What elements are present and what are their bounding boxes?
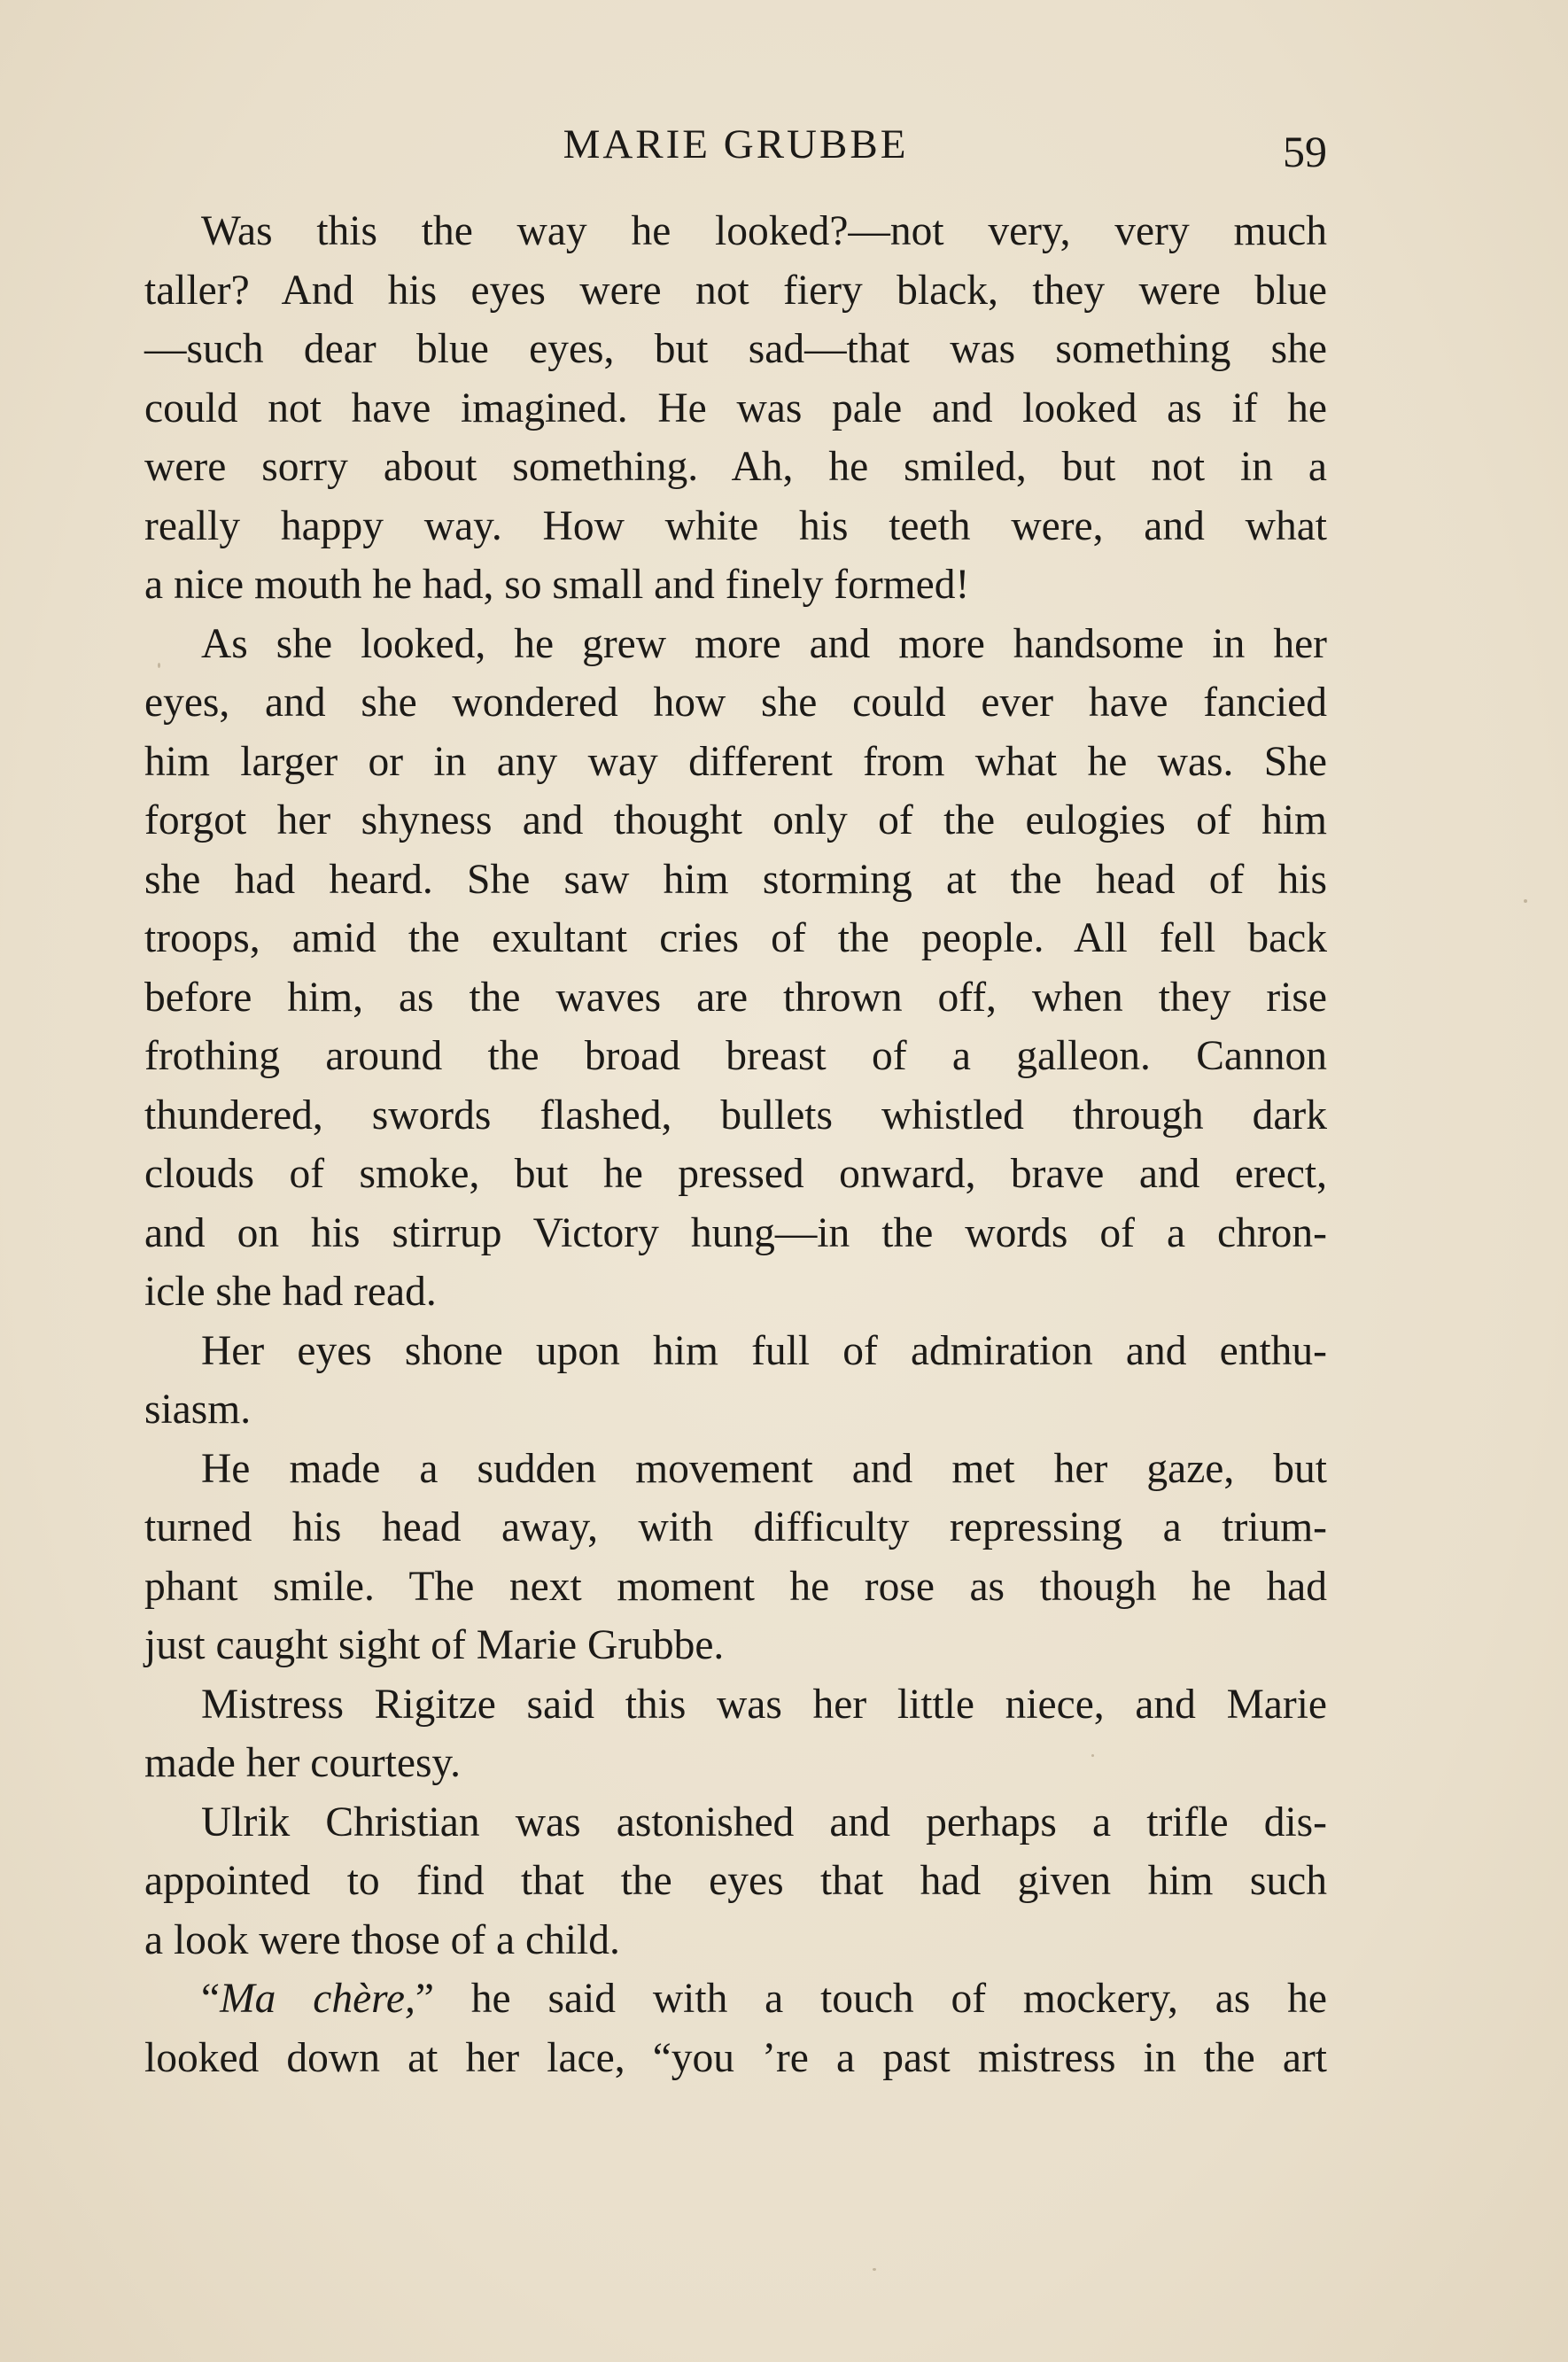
text-line: frothing around the broad breast of a galleon. Cannon: [144, 1033, 1327, 1079]
text-line: him larger or in any way different from what he was. She: [144, 738, 1327, 785]
text-line: a nice mouth he had, so small and finely formed!: [144, 562, 970, 608]
text-line: —such dear blue eyes, but sad—that was something she: [144, 326, 1327, 372]
text-line: taller? And his eyes were not fiery black, they were blue: [144, 267, 1327, 314]
text-line: really happy way. How white his teeth were, and what: [144, 502, 1327, 549]
text-line: eyes, and she wondered how she could ever have fancied: [144, 680, 1327, 726]
text-line: turned his head away, with difficulty repressing a trium-: [144, 1504, 1327, 1550]
text-line: icle she had read.: [144, 1269, 437, 1315]
text-line: before him, as the waves are thrown off, when they rise: [144, 974, 1327, 1021]
text-line: and on his stirrup Victory hung—in the words of a chron-: [144, 1209, 1327, 1256]
text-line: Her eyes shone upon him full of admiration and enthu-: [201, 1327, 1327, 1374]
text-line: clouds of smoke, but he pressed onward, brave and erect,: [144, 1151, 1327, 1197]
text-line: a look were those of a child.: [144, 1916, 620, 1963]
page-number: 59: [1283, 127, 1327, 176]
text-line: siasm.: [144, 1387, 252, 1433]
text-line: were sorry about something. Ah, he smiled, but not in a: [144, 444, 1327, 490]
paper-speck: [158, 663, 160, 668]
text-line: Was this the way he looked?—not very, very much: [201, 208, 1327, 254]
text-line: appointed to find that the eyes that had given him such: [144, 1858, 1327, 1904]
text-line: “Ma chère,” he said with a touch of mockery, as he: [201, 1976, 1327, 2022]
text-line: forgot her shyness and thought only of the eulogies of him: [144, 797, 1327, 843]
paper-speck: [873, 2268, 876, 2271]
running-head: [144, 113, 1327, 175]
text-line: could not have imagined. He was pale and looked as if he: [144, 385, 1327, 431]
italic-phrase: Ma chère,: [220, 1976, 415, 2022]
running-title: MARIE GRUBBE: [563, 121, 909, 167]
text-line: Ulrik Christian was astonished and perhaps a trifle dis-: [201, 1799, 1327, 1845]
text-line: looked down at her lace, “you ’re a past mistress in the art: [144, 2034, 1327, 2081]
body-text: [144, 202, 1327, 2087]
text-line: As she looked, he grew more and more handsome in her: [201, 620, 1327, 667]
text-line: He made a sudden movement and met her gaze, but: [201, 1445, 1327, 1492]
text-line: made her courtesy.: [144, 1740, 461, 1786]
text-line: thundered, swords flashed, bullets whistled through dark: [144, 1092, 1327, 1138]
paper-speck: [1091, 1754, 1094, 1757]
text-line: troops, amid the exultant cries of the people. All fell back: [144, 915, 1327, 961]
text-line: Mistress Rigitze said this was her little niece, and Marie: [201, 1681, 1327, 1728]
text-line: just caught sight of Marie Grubbe.: [144, 1622, 725, 1668]
text-line: she had heard. She saw him storming at the head of his: [144, 856, 1327, 903]
paper-speck: [1524, 899, 1527, 903]
text-line: phant smile. The next moment he rose as though he had: [144, 1563, 1327, 1610]
